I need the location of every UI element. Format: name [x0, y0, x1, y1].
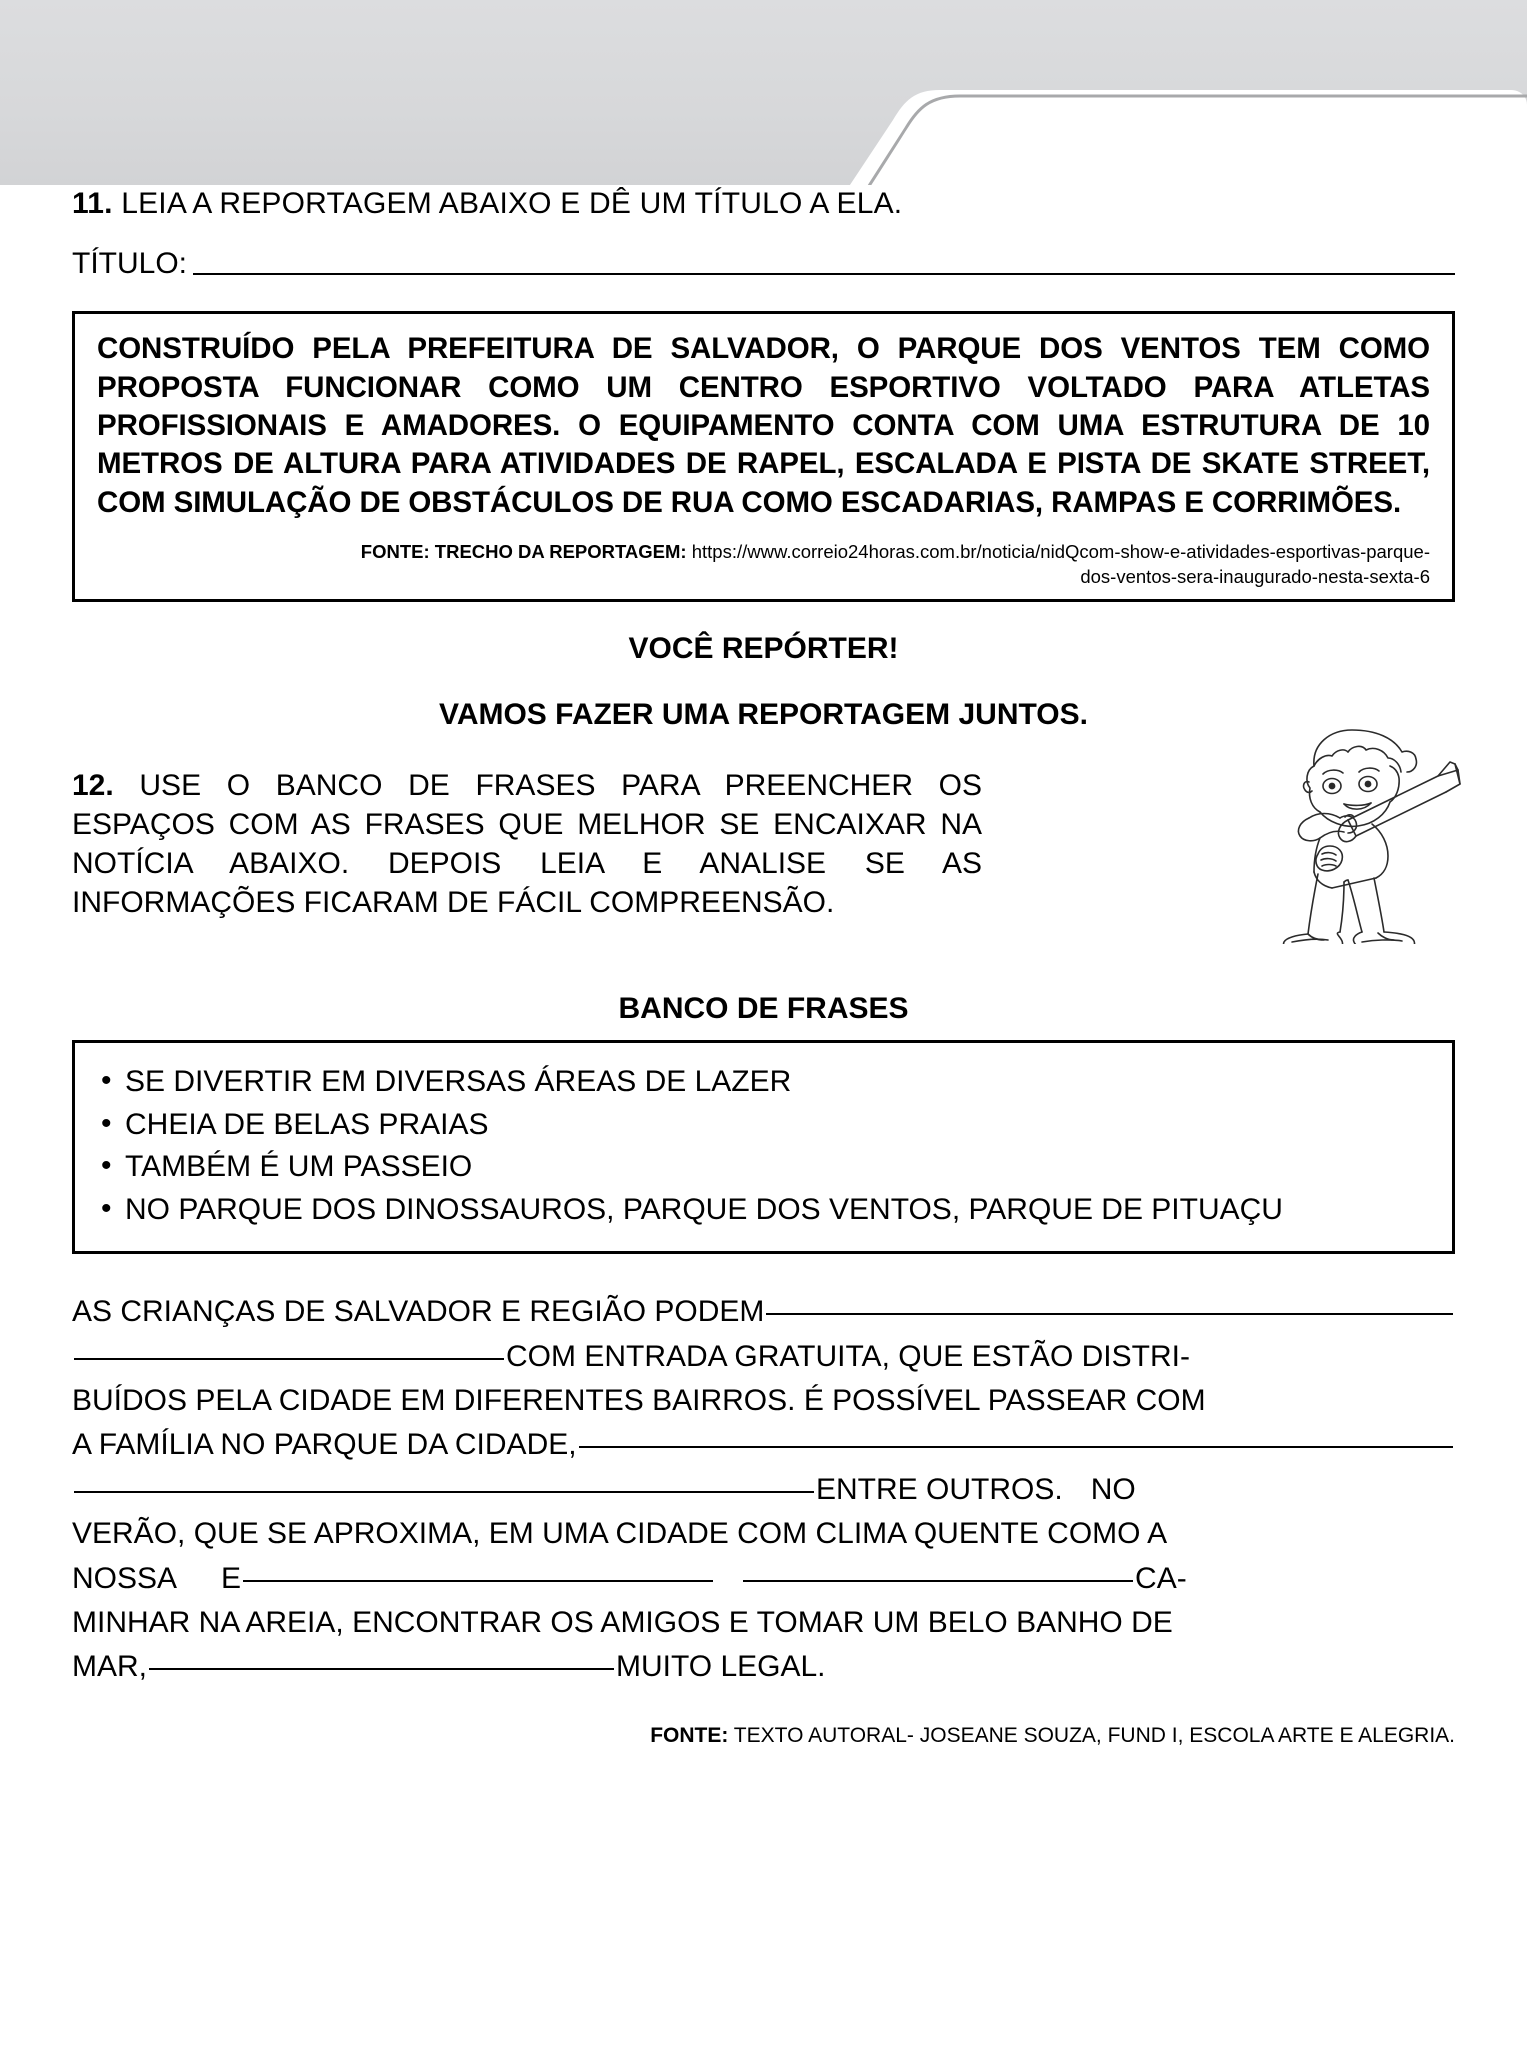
bullet-icon: • [101, 1191, 112, 1225]
list-item-label: NO PARQUE DOS DINOSSAUROS, PARQUE DOS VENTOS, PARQUE DE PITUAÇU [125, 1192, 1283, 1226]
fill-line-7-text-c: CA- [1135, 1561, 1187, 1595]
footer-source-label: FONTE: [650, 1723, 729, 1747]
answer-blank-6[interactable] [743, 1580, 1133, 1582]
fill-line-9-text-b: MUITO LEGAL. [616, 1650, 826, 1684]
answer-blank-7[interactable] [149, 1668, 614, 1670]
question-11-number: 11. [72, 187, 113, 220]
question-12-text: USE O BANCO DE FRASES PARA PREENCHER OS ESPAÇOS COM AS FRASES QUE MELHOR SE ENCAIXAR NA NOTÍCIA ABAIXO. DEPOIS LEIA E ANALISE SE AS INFORMAÇÕES FICARAM DE FÁCIL COMPREENSÃO. [72, 768, 982, 919]
answer-blank-3[interactable] [579, 1446, 1453, 1448]
fill-in-paragraph [72, 1290, 1455, 1690]
callout-vamos-fazer: VAMOS FAZER UMA REPORTAGEM JUNTOS. [439, 697, 1088, 731]
fill-line-5-text-a: ENTRE OUTROS. [816, 1472, 1063, 1506]
list-item-label: TAMBÉM É UM PASSEIO [125, 1150, 473, 1184]
bullet-icon: • [101, 1106, 112, 1140]
callout-voce-reporter: VOCÊ REPÓRTER! [628, 631, 899, 665]
bullet-icon: • [101, 1063, 112, 1097]
titulo-answer-blank[interactable] [193, 273, 1455, 275]
answer-blank-1[interactable] [766, 1313, 1453, 1315]
question-11-prompt [72, 185, 1455, 223]
fill-line-5-text-b: NO [1090, 1472, 1136, 1506]
fill-line-9-text-a: MAR, [72, 1650, 147, 1684]
fill-line-7 [72, 1557, 1455, 1601]
news-source-url: https://www.correio24horas.com.br/noticia/nidQcom-show-e-atividades-esportivas-parque-dos-ventos-sera-inaugurado-nesta-sexta-6 [686, 541, 1430, 587]
fill-line-2 [72, 1335, 1455, 1379]
question-12-prompt [72, 766, 982, 922]
footer-source-citation [72, 1724, 1455, 1748]
fill-line-4 [72, 1423, 1455, 1467]
answer-blank-5[interactable] [243, 1580, 713, 1582]
fill-line-6: VERÃO, QUE SE APROXIMA, EM UMA CIDADE COM CLIMA QUENTE COMO A [72, 1517, 1168, 1551]
fill-line-5 [72, 1468, 1455, 1512]
fill-line-3: BUÍDOS PELA CIDADE EM DIFERENTES BAIRROS. É POSSÍVEL PASSEAR COM [72, 1384, 1206, 1418]
news-paragraph: CONSTRUÍDO PELA PREFEITURA DE SALVADOR, O PARQUE DOS VENTOS TEM COMO PROPOSTA FUNCIONAR COMO UM CENTRO ESPORTIVO VOLTADO PARA ATLETAS PROFISSIONAIS E AMADORES. O EQUIPAMENTO CONTA COM UMA ESTRUTURA DE 10 METROS DE ALTURA PARA ATIVIDADES DE RAPEL, ESCALADA E PISTA DE SKATE STREET, COM SIMULAÇÃO DE OBSTÁCULOS DE RUA COMO ESCADARIAS, RAMPAS E CORRIMÕES. [97, 332, 1430, 519]
bullet-icon: • [101, 1149, 112, 1183]
titulo-label: TÍTULO: [72, 247, 188, 281]
news-source-citation [97, 540, 1430, 589]
footer-source-text: TEXTO AUTORAL- JOSEANE SOUZA, FUND I, ESCOLA ARTE E ALEGRIA. [728, 1723, 1455, 1747]
fill-line-8: MINHAR NA AREIA, ENCONTRAR OS AMIGOS E TOMAR UM BELO BANHO DE [72, 1606, 1173, 1640]
document-body [0, 185, 1527, 1788]
fill-line-1 [72, 1290, 1455, 1334]
list-item [95, 1104, 1432, 1147]
banco-de-frases-title: BANCO DE FRASES [618, 991, 909, 1025]
fill-line-1-text: AS CRIANÇAS DE SALVADOR E REGIÃO PODEM [72, 1295, 765, 1329]
answer-blank-4[interactable] [74, 1491, 814, 1493]
news-excerpt-box [72, 311, 1455, 602]
fill-line-4-text: A FAMÍLIA NO PARQUE DA CIDADE, [72, 1428, 577, 1462]
question-12-block [72, 766, 1455, 966]
fill-line-7-text-a: NOSSA [72, 1561, 178, 1595]
question-12-text-column [72, 766, 982, 922]
page-header-band [0, 0, 1527, 185]
question-11-text: LEIA A REPORTAGEM ABAIXO E DÊ UM TÍTULO A ELA. [112, 187, 903, 220]
news-source-label: FONTE: TRECHO DA REPORTAGEM: [360, 541, 687, 563]
list-item-label: SE DIVERTIR EM DIVERSAS ÁREAS DE LAZER [125, 1064, 792, 1098]
question-12-number: 12. [72, 768, 114, 802]
answer-blank-2[interactable] [74, 1358, 504, 1360]
titulo-answer-row [72, 247, 1455, 281]
fill-line-7-text-b: E [221, 1561, 242, 1595]
list-item [95, 1146, 1432, 1189]
header-curve-decoration [0, 0, 1527, 185]
list-item-label: CHEIA DE BELAS PRAIAS [125, 1107, 489, 1141]
boy-holding-pencil-icon [1252, 714, 1467, 944]
banco-de-frases-list [95, 1061, 1432, 1231]
fill-line-2-text: COM ENTRADA GRATUITA, QUE ESTÃO DISTRI- [506, 1339, 1190, 1373]
banco-de-frases-box [72, 1040, 1455, 1254]
fill-line-9 [72, 1645, 1455, 1689]
list-item [95, 1061, 1432, 1104]
list-item [95, 1189, 1432, 1232]
